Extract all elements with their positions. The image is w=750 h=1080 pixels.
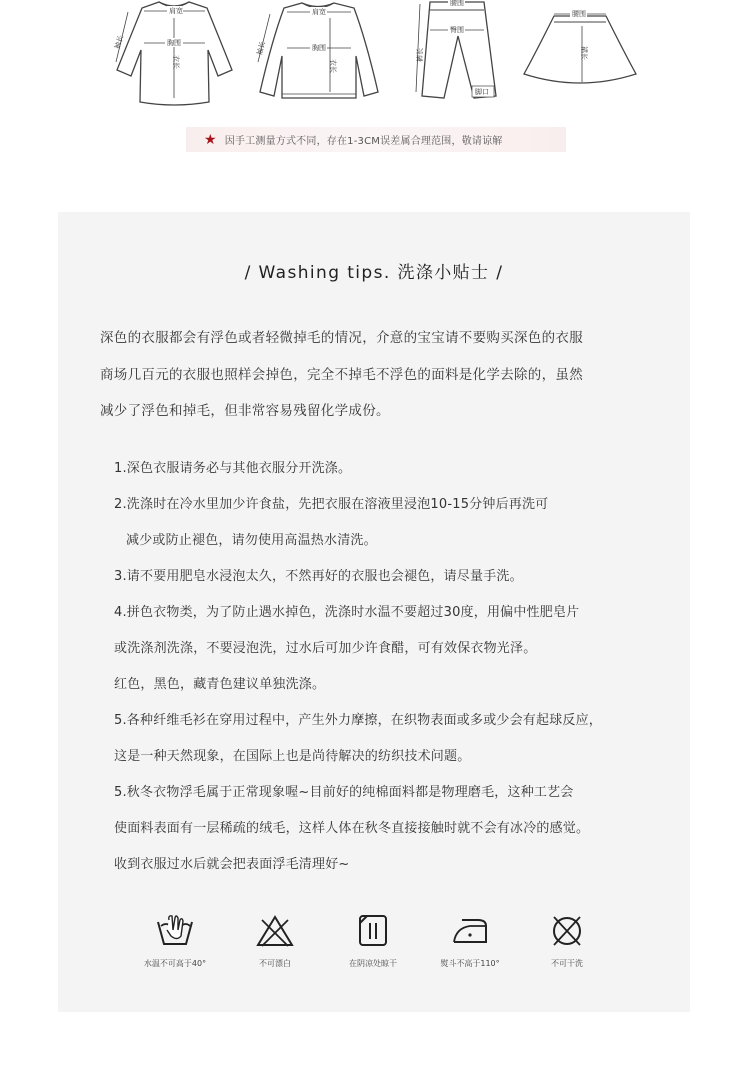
wash-40-icon: [155, 914, 195, 948]
care-item: [517, 914, 617, 969]
shirt-chest-label: 胸围: [167, 39, 181, 47]
no-dry-clean-icon: [547, 914, 587, 948]
tip-line: 5.秋冬衣物浮毛属于正常现象喔~目前好的纯棉面料都是物理磨毛，这种工艺会: [114, 785, 574, 800]
care-item: [323, 914, 423, 969]
shirt-outline-icon: [112, 0, 237, 110]
skirt-figure: [520, 0, 640, 95]
skirt-length-label: 裙长: [580, 46, 588, 60]
tip-line: 4.拼色衣物类，为了防止遇水掉色，洗涤时水温不要超过30度，用偏中性肥皂片: [114, 605, 580, 620]
tip-line: 2.洗涤时在冷水里加少许食盐，先把衣服在溶液里浸泡10-15分钟后再洗可: [114, 497, 549, 512]
shirt-length-label: 衣长: [172, 55, 180, 69]
tip-line: 3.请不要用肥皂水浸泡太久，不然再好的衣服也会褪色，请尽量手洗。: [114, 569, 523, 584]
shirt-shoulder-label: 肩宽: [169, 7, 183, 15]
notice-text: 因手工测量方式不同，存在1-3CM误差属合理范围，敬请谅解: [224, 136, 503, 147]
care-item: [125, 914, 225, 969]
tips-title: / Washing tips. 洗涤小贴士 /: [244, 263, 504, 283]
pants-waist-label: 腰围: [450, 0, 464, 7]
star-icon: ★: [204, 131, 217, 148]
care-caption: 熨斗不高于110°: [440, 959, 500, 968]
measurement-figures: [0, 0, 750, 115]
care-caption: 不可漂白: [259, 959, 291, 968]
intro-line: 减少了浮色和掉毛，但非常容易残留化学成份。: [100, 403, 390, 419]
care-caption: 不可干洗: [551, 959, 583, 968]
shirt-sleeve-label: 袖长: [113, 34, 126, 51]
pants-figure: [412, 0, 502, 110]
sweater-shoulder-label: 肩宽: [312, 8, 326, 16]
tip-line: 减少或防止褪色，请勿使用高温热水清洗。: [126, 533, 377, 548]
care-item: [225, 914, 325, 969]
care-item: [420, 914, 520, 969]
pants-hip-label: 臀围: [450, 26, 464, 34]
washing-tips-panel: [58, 212, 690, 1012]
skirt-outline-icon: [520, 0, 640, 95]
care-caption: 水温不可高于40°: [143, 959, 207, 968]
sweater-chest-label: 胸围: [312, 44, 326, 52]
tip-line: 收到衣服过水后就会把表面浮毛清理好~: [114, 857, 350, 872]
sweater-figure: [254, 0, 384, 110]
tip-line: 5.各种纤维毛衫在穿用过程中，产生外力摩擦，在织物表面或多或少会有起球反应，: [114, 713, 603, 728]
care-caption: 在阴凉处晾干: [349, 959, 397, 968]
intro-line: 商场几百元的衣服也照样会掉色，完全不掉毛不浮色的面料是化学去除的，虽然: [100, 367, 583, 383]
measurement-notice: [186, 127, 566, 152]
shirt-figure: [112, 0, 237, 110]
intro-line: 深色的衣服都会有浮色或者轻微掉毛的情况，介意的宝宝请不要购买深色的衣服: [100, 330, 583, 346]
pants-hem-label: 脚口: [475, 88, 489, 96]
tip-line: 这是一种天然现象，在国际上也是尚待解决的纺织技术问题。: [114, 749, 471, 764]
sweater-sleeve-label: 袖长: [255, 40, 267, 57]
tip-line: 红色，黑色，藏青色建议单独洗涤。: [114, 677, 326, 692]
pants-outline-icon: [412, 0, 502, 110]
no-bleach-icon: [255, 914, 295, 948]
iron-110-icon: [448, 914, 492, 948]
tip-line: 或洗涤剂洗涤，不要浸泡洗，过水后可加少许食醋，可有效保衣物光泽。: [114, 641, 537, 656]
sweater-outline-icon: [254, 0, 384, 110]
pants-length-label: 裤长: [416, 48, 424, 62]
dry-in-shade-icon: [353, 914, 393, 948]
sweater-length-label: 衣长: [329, 59, 337, 73]
tip-line: 使面料表面有一层稀疏的绒毛，这样人体在秋冬直接接触时就不会有冰冷的感觉。: [114, 821, 590, 836]
skirt-waist-label: 腰围: [572, 10, 586, 18]
tip-line: 1.深色衣服请务必与其他衣服分开洗涤。: [114, 461, 352, 476]
